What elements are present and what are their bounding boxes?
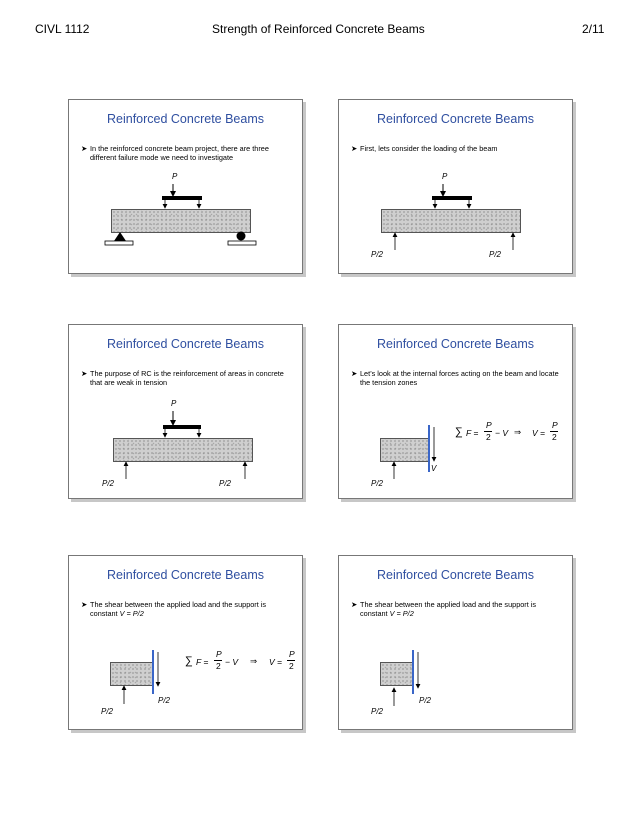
free-body-diagram bbox=[69, 556, 302, 729]
arrowhead-bullet-icon: ➤ bbox=[81, 369, 88, 378]
slide-bullet: ➤ Let’s look at the internal forces acting on the beam and locate the tension zones bbox=[351, 369, 559, 387]
shear-equation: ∑ F = P 2 − V ⇒ V = P 2 bbox=[455, 420, 558, 442]
shear-label: V bbox=[431, 464, 437, 473]
course-code: CIVL 1112 bbox=[35, 22, 90, 36]
arrowhead-bullet-icon: ➤ bbox=[351, 369, 358, 378]
load-label: P bbox=[442, 172, 448, 181]
left-reaction-label: P/2 bbox=[371, 707, 384, 716]
shear-label: P/2 bbox=[158, 696, 171, 705]
implies-arrow-icon: ⇒ bbox=[514, 427, 522, 437]
document-title: Strength of Reinforced Concrete Beams bbox=[212, 22, 425, 36]
slide-5 bbox=[68, 555, 303, 730]
slide-bullet: ➤ First, lets consider the loading of the beam bbox=[351, 144, 498, 153]
slide-4 bbox=[338, 324, 573, 499]
spreader-beam bbox=[163, 425, 201, 429]
slide-title: Reinforced Concrete Beams bbox=[376, 568, 535, 582]
spreader-beam bbox=[162, 196, 202, 200]
slide-3 bbox=[68, 324, 303, 499]
arrowhead-bullet-icon: ➤ bbox=[351, 144, 358, 153]
slide-1 bbox=[68, 99, 303, 274]
page-number: 2/11 bbox=[582, 22, 605, 36]
shear-equation: ∑ F = P 2 − V ⇒ V = P 2 bbox=[185, 649, 295, 671]
left-reaction-label: P/2 bbox=[101, 707, 114, 716]
slide-title: Reinforced Concrete Beams bbox=[376, 112, 535, 126]
slide-bullet: ➤ In the reinforced concrete beam project, there are three different failure mode we need to investigate bbox=[81, 144, 269, 162]
slide-title: Reinforced Concrete Beams bbox=[106, 337, 265, 351]
left-reaction-label: P/2 bbox=[371, 250, 384, 259]
slide-title: Reinforced Concrete Beams bbox=[106, 568, 265, 582]
slide-bullet: ➤ The purpose of RC is the reinforcement of areas in concrete that are weak in tension bbox=[81, 369, 284, 387]
free-body-diagram bbox=[339, 556, 572, 729]
summation-sign-icon: ∑ bbox=[185, 655, 193, 667]
loading-diagram bbox=[69, 325, 302, 498]
free-body-diagram bbox=[339, 325, 572, 498]
slide-6 bbox=[338, 555, 573, 730]
right-reaction-label: P/2 bbox=[489, 250, 502, 259]
shear-label: P/2 bbox=[419, 696, 432, 705]
implies-arrow-icon: ⇒ bbox=[250, 656, 258, 666]
arrowhead-bullet-icon: ➤ bbox=[81, 600, 88, 609]
arrowhead-bullet-icon: ➤ bbox=[81, 144, 88, 153]
summation-sign-icon: ∑ bbox=[455, 426, 463, 438]
spreader-beam bbox=[432, 196, 472, 200]
arrowhead-bullet-icon: ➤ bbox=[351, 600, 358, 609]
slide-bullet: ➤ The shear between the applied load and the support is constant V = P/2 bbox=[351, 600, 537, 618]
left-reaction-label: P/2 bbox=[371, 479, 384, 488]
load-label: P bbox=[172, 172, 178, 181]
right-reaction-label: P/2 bbox=[219, 479, 232, 488]
loading-diagram bbox=[69, 100, 302, 273]
slide-title: Reinforced Concrete Beams bbox=[106, 112, 265, 126]
slide-title: Reinforced Concrete Beams bbox=[376, 337, 535, 351]
loading-diagram bbox=[339, 100, 572, 273]
left-reaction-label: P/2 bbox=[102, 479, 115, 488]
pin-support-icon bbox=[114, 232, 126, 241]
slide-bullet: ➤ The shear between the applied load and the support is constant V = P/2 bbox=[81, 600, 267, 618]
load-label: P bbox=[171, 399, 177, 408]
roller-support-icon bbox=[237, 232, 246, 241]
slide-2 bbox=[338, 99, 573, 274]
